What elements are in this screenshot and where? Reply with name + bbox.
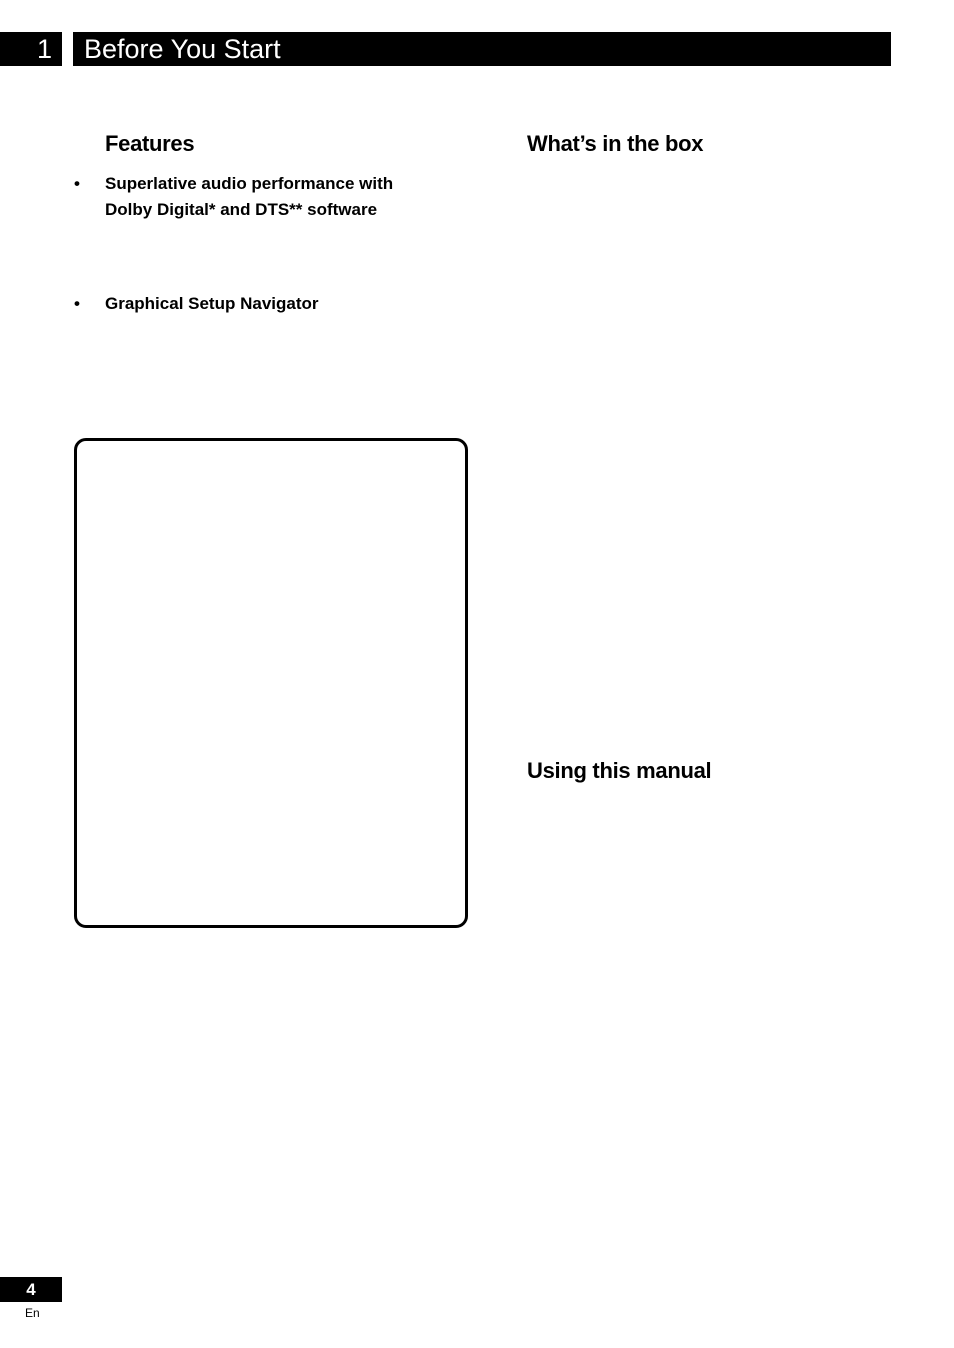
chapter-number: 1	[0, 32, 62, 66]
bullet-icon: •	[74, 174, 80, 193]
feature-item-line: Dolby Digital* and DTS** software	[105, 200, 378, 219]
feature-item-line: Superlative audio performance with	[105, 174, 394, 193]
chapter-title: Before You Start	[73, 32, 891, 66]
feature-item-line: Graphical Setup Navigator	[105, 294, 319, 313]
page-number: 4	[0, 1277, 62, 1302]
feature-item-navigator	[74, 291, 319, 317]
using-manual-heading: Using this manual	[527, 758, 712, 783]
bullet-icon: •	[74, 294, 80, 313]
whats-in-box-heading: What’s in the box	[527, 131, 704, 156]
language-label: En	[25, 1306, 40, 1320]
features-heading: Features	[105, 131, 195, 156]
note-box	[74, 438, 468, 928]
feature-item-audio	[74, 171, 394, 223]
